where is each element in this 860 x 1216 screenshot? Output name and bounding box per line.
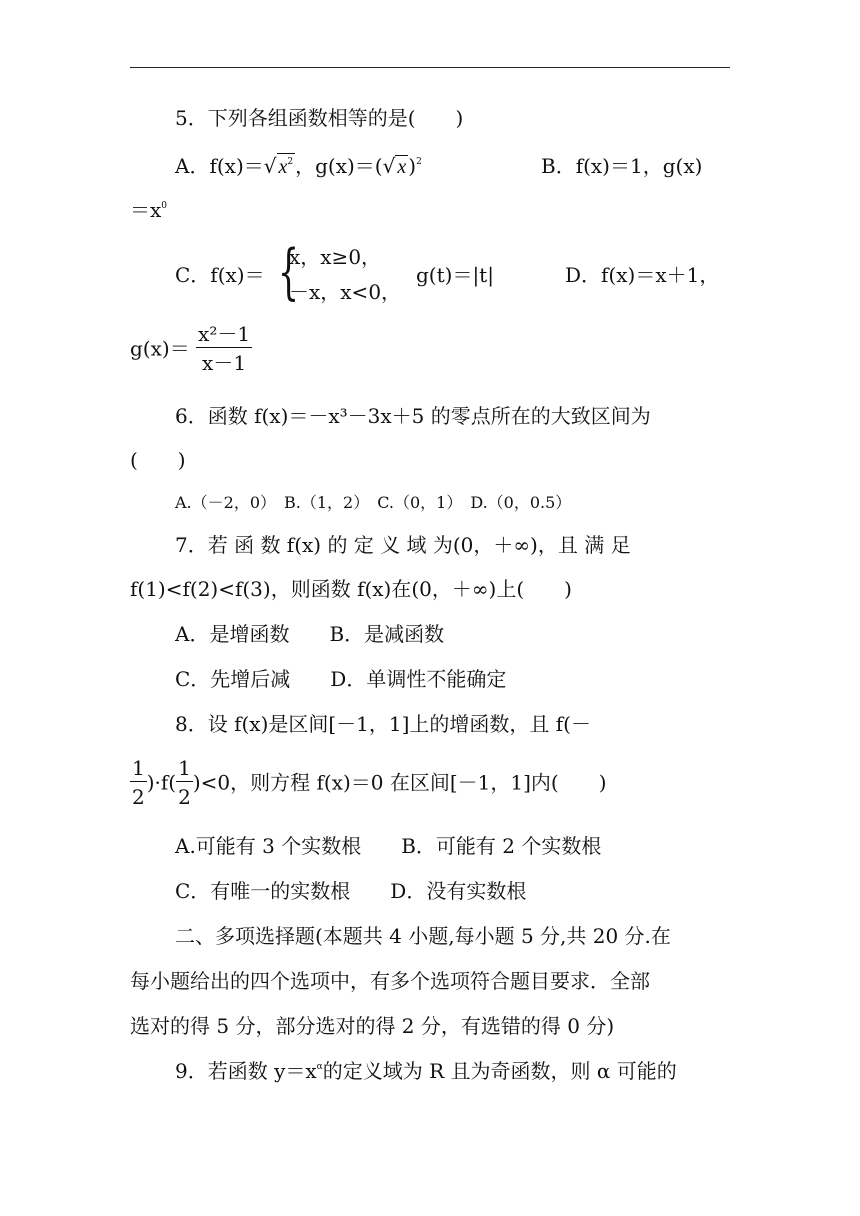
- q7-stem-line1: 7．若 函 数 f(x) 的 定 义 域 为(0，＋∞)，且 满 足: [175, 533, 631, 557]
- q5-option-d: D．f(x)＝x＋1，: [565, 263, 720, 287]
- section2-heading-line1: 二、多项选择题(本题共 4 小题,每小题 5 分,共 20 分.在: [175, 924, 671, 948]
- q8-options-ab: A.可能有 3 个实数根 B．可能有 2 个实数根: [175, 834, 602, 858]
- q5-option-a: A．f(x)＝√ $x^2$ ，g(x)＝(√ x )$^2$: [175, 154, 422, 178]
- q8-stem-line2: $\frac{1}{2}$ )·f( $\frac{1}{2}$ )<0，则方程 f(x)＝0 在区间[－1，1]内( ): [132, 756, 607, 809]
- q5-option-c-case2: －x，x<0，: [289, 280, 402, 304]
- q7-options-cd: C．先增后减 D．单调性不能确定: [175, 667, 507, 691]
- q5-option-c-label: C．f(x)＝: [175, 263, 265, 287]
- fraction: $\frac{1}{2}$: [132, 756, 145, 809]
- q6-options: A.（－2，0） B.（1，2） C.（0，1） D.（0，0.5）: [175, 493, 572, 512]
- q7-stem-line2: f(1)<f(2)<f(3)，则函数 f(x)在(0，＋∞)上( ): [130, 577, 572, 601]
- q5-stem: 5．下列各组函数相等的是( ): [175, 106, 464, 130]
- q5-option-c-g: g(t)＝|t|: [416, 263, 494, 287]
- q5-option-b-cont: $=x^0$: [130, 198, 168, 222]
- q6-stem-line2: ( ): [130, 448, 186, 472]
- q8-options-cd: C．有唯一的实数根 D．没有实数根: [175, 879, 527, 903]
- brace-symbol: {: [278, 237, 300, 307]
- q5-option-b: B．f(x)＝1，g(x): [541, 154, 703, 178]
- q9-stem-line1: 9．若函数 $y=x^\alpha$的定义域为 R 且为奇函数，则 α 可能的: [175, 1059, 677, 1083]
- q5-option-c-case1: x，x≥0，: [289, 245, 382, 269]
- q8-stem-line1: 8．设 f(x)是区间[－1，1]上的增函数，且 f(－: [175, 712, 591, 736]
- q5-option-d-g: g(x)＝ $\frac{\text{x²－1}}{x-1}$: [130, 322, 251, 375]
- header-rule: [130, 67, 730, 68]
- q7-options-ab: A．是增函数 B．是减函数: [175, 622, 445, 646]
- section2-heading-line2: 每小题给出的四个选项中，有多个选项符合题目要求．全部: [130, 969, 650, 993]
- fraction: $\frac{\text{x²－1}}{x-1}$: [198, 322, 251, 375]
- q6-stem-line1: 6．函数 f(x)＝－x³－3x＋5 的零点所在的大致区间为: [175, 404, 651, 428]
- section2-heading-line3: 选对的得 5 分，部分选对的得 2 分，有选错的得 0 分): [130, 1014, 615, 1038]
- fraction: $\frac{1}{2}$: [178, 756, 191, 809]
